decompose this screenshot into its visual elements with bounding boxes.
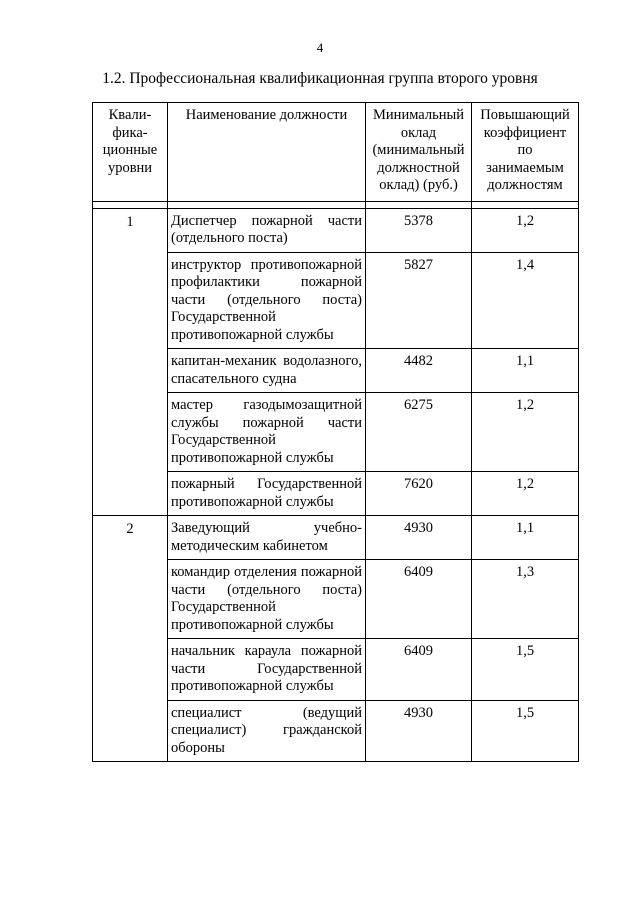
salary-cell: 6409 (366, 560, 472, 639)
salary-cell: 7620 (366, 472, 472, 516)
coefficient-cell: 1,2 (472, 472, 579, 516)
position-name-cell: инструктор противопожарной профилактики пожарной части (отдельного поста) Государственной противопожарной службы (168, 252, 366, 349)
qualification-table (92, 102, 579, 762)
salary-cell: 4930 (366, 700, 472, 762)
page-number: 4 (316, 40, 324, 55)
table-row (93, 208, 579, 252)
position-name-cell: мастер газодымозащитной службы пожарной части Государственной противопожарной службы (168, 393, 366, 472)
coefficient-cell: 1,4 (472, 252, 579, 349)
coefficient-cell: 1,5 (472, 639, 579, 701)
header-level (93, 103, 168, 202)
header-position-text: Наименование должности (185, 107, 348, 123)
salary-cell: 4930 (366, 516, 472, 560)
header-coef-text: Повышающий коэффициент по занимаемым должностям (480, 107, 570, 193)
header-level-text: Квали- фика- ционные уровни (102, 107, 158, 176)
coefficient-cell: 1,3 (472, 560, 579, 639)
coefficient-cell: 1,1 (472, 349, 579, 393)
salary-cell: 4482 (366, 349, 472, 393)
header-coef (472, 103, 579, 202)
position-name-cell: капитан-механик водолазного, спасательного судна (168, 349, 366, 393)
document-title: 1.2. Профессиональная квалификационная группа второго уровня (102, 70, 538, 87)
qualification-level-cell: 1 (93, 208, 168, 516)
table-body (93, 208, 579, 762)
header-salary-text: Минимальный оклад (минимальный должностной оклад) (руб.) (372, 107, 465, 193)
header-position (168, 103, 366, 202)
header-salary (366, 103, 472, 202)
coefficient-cell: 1,2 (472, 208, 579, 252)
qualification-level-cell: 2 (93, 516, 168, 762)
position-name-cell: специалист (ведущий специалист) гражданской обороны (168, 700, 366, 762)
position-name-cell: Диспетчер пожарной части (отдельного поста) (168, 208, 366, 252)
salary-cell: 6409 (366, 639, 472, 701)
coefficient-cell: 1,1 (472, 516, 579, 560)
coefficient-cell: 1,2 (472, 393, 579, 472)
coefficient-cell: 1,5 (472, 700, 579, 762)
table-header-row (93, 103, 579, 202)
position-name-cell: начальник караула пожарной части Государственной противопожарной службы (168, 639, 366, 701)
table-row (93, 516, 579, 560)
salary-cell: 5378 (366, 208, 472, 252)
position-name-cell: Заведующий учебно-методическим кабинетом (168, 516, 366, 560)
position-name-cell: пожарный Государственной противопожарной службы (168, 472, 366, 516)
salary-cell: 5827 (366, 252, 472, 349)
header-separator (93, 201, 579, 208)
position-name-cell: командир отделения пожарной части (отдельного поста) Государственной противопожарной службы (168, 560, 366, 639)
salary-cell: 6275 (366, 393, 472, 472)
